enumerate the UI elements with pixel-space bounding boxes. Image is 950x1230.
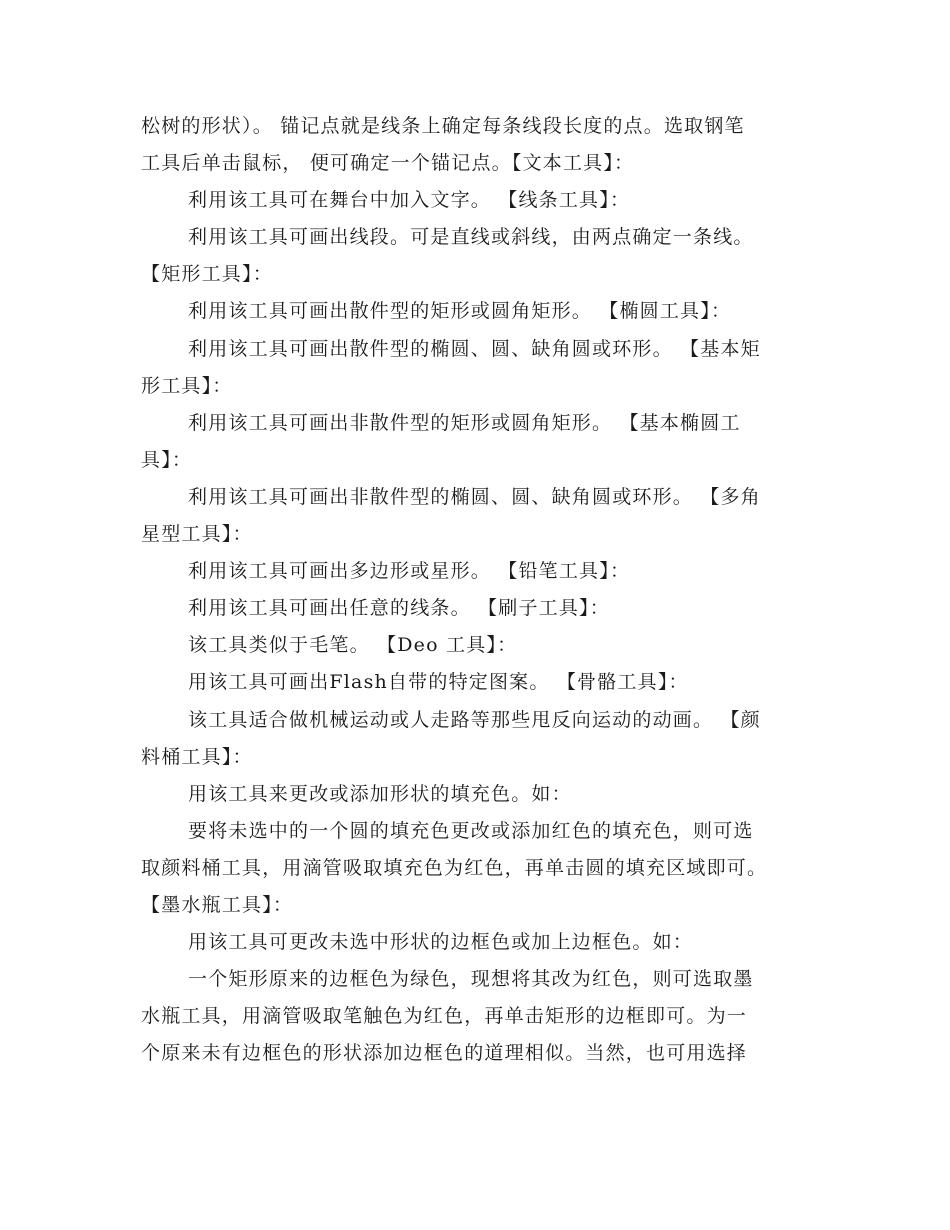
- text-line: 利用该工具可画出非散件型的矩形或圆角矩形。 【基本椭圆工: [188, 411, 741, 434]
- text-line: 用该工具可画出Flash自带的特定图案。 【骨骼工具】：: [188, 671, 689, 694]
- text-line: 该工具适合做机械运动或人走路等那些甩反向运动的动画。 【颜: [188, 708, 761, 731]
- text-line: 要将未选中的一个圆的填充色更改或添加红色的填充色，则可选: [188, 819, 754, 842]
- text-line: 料桶工具】：: [141, 745, 253, 768]
- text-line: 松树的形状）。 锚记点就是线条上确定每条线段长度的点。选取钢笔: [141, 115, 745, 137]
- text-line: 利用该工具可在舞台中加入文字。 【线条工具】：: [188, 189, 631, 212]
- text-line: 该工具类似于毛笔。 【Deo 工具】：: [188, 634, 518, 657]
- text-line: 取颜料桶工具，用滴管吸取填充色为红色，再单击圆的填充区域即可。: [141, 856, 768, 879]
- text-line: 个原来未有边框色的形状添加边框色的道理相似。当然，也可用选择: [141, 1042, 748, 1065]
- text-line: 用该工具可更改未选中形状的边框色或加上边框色。如：: [188, 931, 694, 954]
- text-line: 利用该工具可画出多边形或星形。 【铅笔工具】：: [188, 560, 631, 583]
- text-line: 【矩形工具】：: [141, 263, 273, 286]
- text-line: 利用该工具可画出非散件型的椭圆、圆、缺角圆或环形。 【多角: [188, 485, 761, 508]
- text-line: 一个矩形原来的边框色为绿色，现想将其改为红色，则可选取墨: [188, 968, 754, 991]
- text-line: 用该工具来更改或添加形状的填充色。如：: [188, 782, 572, 805]
- text-line: 星型工具】：: [141, 523, 253, 546]
- text-line: 水瓶工具，用滴管吸取笔触色为红色，再单击矩形的边框即可。为一: [141, 1005, 748, 1028]
- text-line: 利用该工具可画出散件型的椭圆、圆、缺角圆或环形。 【基本矩: [188, 337, 761, 360]
- text-line: 工具后单击鼠标， 便可确定一个锚记点。【文本工具】：: [141, 152, 635, 175]
- text-line: 具】：: [141, 448, 193, 471]
- body-text: [141, 108, 813, 1072]
- text-line: 形工具】：: [141, 374, 233, 397]
- text-line: 利用该工具可画出任意的线条。 【刷子工具】：: [188, 597, 610, 620]
- text-line: 【墨水瓶工具】：: [141, 893, 294, 916]
- text-line: 利用该工具可画出线段。可是直线或斜线，由两点确定一条线。: [188, 226, 754, 249]
- text-line: 利用该工具可画出散件型的矩形或圆角矩形。 【椭圆工具】：: [188, 300, 732, 323]
